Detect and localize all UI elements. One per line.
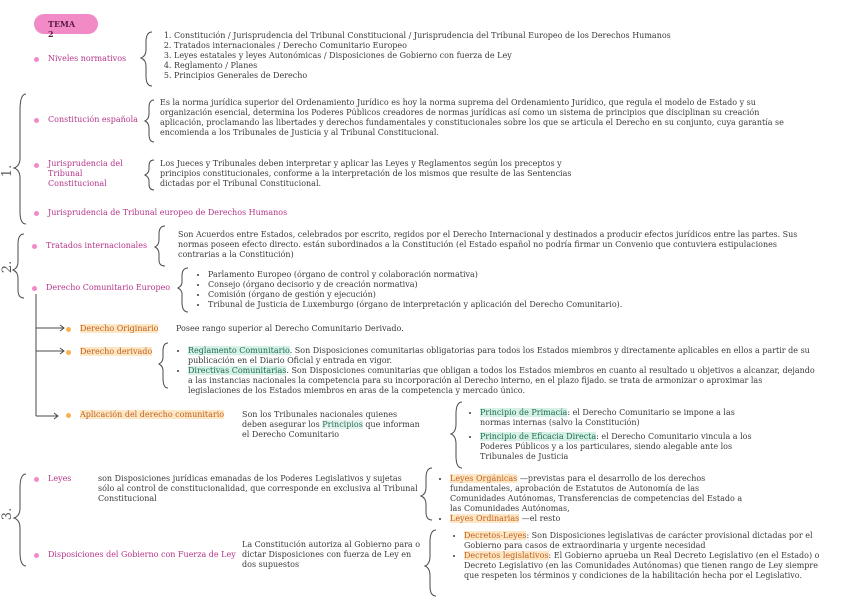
aplicacion-text-b: que informan el Derecho Comunitario [242, 420, 420, 439]
leyes-list [438, 474, 748, 524]
title-num: 2 [48, 29, 54, 39]
jurisprudencia-tc-text: Los Jueces y Tribunales deben interpretar y aplicar las Leyes y Reglamentos según los preceptos y principios constitucionales, conforme a la interpretación de los mismos que resulte de las Sentencias dictadas por el Tribunal Constitucional. [160, 159, 572, 188]
eficacia-text: : el Derecho Comunitario vincula a los Poderes Públicos y a los particulares, siendo alegable ante los Tribunales de Justicia [480, 432, 752, 461]
aplicacion-label-text: Aplicación del derecho comunitario [80, 410, 225, 419]
aplicacion-text-a: Son los Tribunales nacionales quienes deben asegurar los [242, 410, 398, 429]
list-item [480, 432, 758, 462]
section-number-2: 2. [0, 260, 16, 274]
reglamento-text: . Son Disposiciones comunitarias obligatorias para todos los Estados miembros y directamente aplicables en ellos a partir de su publicación en el Diario Oficial y entrada en vigor. [188, 346, 810, 365]
originario-label [80, 324, 158, 334]
derivado-list [176, 346, 816, 396]
ordinarias-term: Leyes Ordinarias [450, 514, 520, 523]
list-item: 5. Principios Generales de Derecho [174, 71, 720, 81]
organicas-term: Leyes Orgánicas [450, 474, 518, 483]
aplicacion-list [468, 408, 758, 462]
list-item: • Parlamento Europeo (órgano de control y colaboración normativa) [208, 270, 796, 280]
list-item [188, 346, 816, 366]
bullet-dot [34, 477, 39, 482]
list-item [188, 366, 816, 396]
disposiciones-list [452, 531, 832, 581]
constitucion-text: Es la norma jurídica superior del Ordenamiento Jurídico es hoy la norma suprema del Ordenamiento Jurídico, que regula el modelo de Estado y su organización esencial, determina los Poderes Públicos creadores de normas jurídicas así como un sistema de principios que disciplinan su creación aplicación, proclamando las libertades y derechos fundamentales y constitucionales sobre los que se articula el Derecho en su conjunto, cuya garantía se encomienda a los Tribunales de Justicia y al Tribunal Constitucional. [160, 98, 784, 137]
bullet-dot [34, 57, 39, 62]
derivado-label [80, 347, 152, 357]
leyes-text: son Disposiciones jurídicas emanadas de los Poderes Legislativos y sujetas sólo al control de constitucionalidad, que corresponde en exclusiva al Tribunal Constitucional [98, 474, 418, 503]
directivas-term: Directivas Comunitarias [188, 366, 287, 375]
jurisprudencia-tc-label: Jurisprudencia del Tribunal Constitucional [48, 159, 123, 188]
decretos-leg-term: Decretos legislativos [464, 551, 549, 560]
decretos-leyes-term: Decretos-Leyes [464, 531, 527, 540]
aplicacion-text [242, 410, 422, 440]
decretos-leyes-text: : Son Disposiciones legislativas de carácter provisional dictadas por el Gobierno para casos de extraordinaria y urgente necesidad [464, 531, 813, 550]
section-number-1: 1. [0, 164, 16, 178]
comunitario-list [196, 270, 796, 310]
list-item [464, 531, 832, 551]
jurisprudencia-te-label: Jurisprudencia de Tribunal europeo de Derechos Humanos [48, 208, 288, 217]
tratados-text: Son Acuerdos entre Estados, celebrados por escrito, regidos por el Derecho Internacional y destinados a producir efectos jurídicos entre las partes. Sus normas poseen efecto directo. están subordinados a la Constitución (el Estado español no podría firmar un Convenio que contuviera estipulaciones contrarias a la Constitución) [178, 230, 798, 259]
primacia-text: : el Derecho Comunitario se impone a las normas internas (salvo la Constitución) [480, 408, 735, 427]
reglamento-term: Reglamento Comunitario [188, 346, 290, 355]
bullet-dot [34, 118, 39, 123]
list-item: 4. Reglamento / Planes [174, 61, 720, 71]
section-number-3: 3. [0, 507, 16, 521]
list-item [464, 551, 832, 581]
list-item: • Consejo (órgano decisorio y de creación normativa) [208, 280, 796, 290]
comunitario-label: Derecho Comunitario Europeo [46, 283, 171, 292]
bullet-dot [34, 211, 39, 216]
derivado-label-text: Derecho derivado [80, 347, 153, 356]
bullet-dot [32, 286, 37, 291]
list-item [480, 408, 758, 428]
list-item: 2. Tratados internacionales / Derecho Comunitario Europeo [174, 41, 720, 51]
bullet-dot [66, 350, 71, 355]
directivas-text: . Son Disposiciones comunitarias que obligan a todos los Estados miembros en cuanto al resultado u objetivos a alcanzar, dejando a las instancias nacionales la competencia para su incorporación al Derecho interno, en el plazo fijado. se trata de armonizar o aproximar las legislaciones de los Estados miembros en aras de la competencia y mercado único. [188, 366, 815, 395]
decretos-leg-text: : El Gobierno aprueba un Real Decreto Legislativo (en el Estado) o Decreto Legislativo (en las Comunidades Autónomas) que tienen rango de Ley siempre que respeten los términos y condiciones de la habilitación hecha por el Legislativo. [464, 551, 820, 580]
leyes-label: Leyes [48, 474, 72, 483]
bullet-dot [34, 163, 39, 168]
disposiciones-text: La Constitución autoriza al Gobierno para o dictar Disposiciones con fuerza de Ley en dos supuestos [242, 540, 421, 569]
originario-label-text: Derecho Originario [80, 324, 159, 333]
list-item: • Comisión (órgano de gestión y ejecución) [208, 290, 796, 300]
list-item [450, 474, 748, 514]
bullet-dot [66, 327, 71, 332]
niveles-label: Niveles normativos [48, 54, 127, 63]
list-item: 3. Leyes estatales y leyes Autonómicas / Disposiciones de Gobierno con fuerza de Ley [174, 51, 720, 61]
tratados-label: Tratados internacionales [46, 241, 148, 250]
aplicacion-text-term: Principios [322, 420, 363, 429]
list-item: 1. Constitución / Jurisprudencia del Tribunal Constitucional / Jurisprudencia del Tribunal Europeo de los Derechos Humanos [174, 31, 720, 41]
list-item: • Tribunal de Justicia de Luxemburgo (órgano de interpretación y aplicación del Derecho Comunitario). [208, 300, 796, 310]
constitucion-label: Constitución española [48, 115, 138, 124]
niveles-list [160, 31, 720, 81]
originario-text: Posee rango superior al Derecho Comunitario Derivado. [176, 324, 404, 333]
title-tema: TEMA [48, 19, 76, 29]
primacia-term: Principio de Primacía [480, 408, 568, 417]
organicas-text: —previstas para el desarrollo de los derechos fundamentales, aprobación de Estatutos de Autonomía de las Comunidades Autónomas, Transferencias de competencias del Estado a las Comunidades Autónomas, [450, 474, 743, 513]
ordinarias-text: —el resto [519, 514, 561, 523]
bullet-dot [32, 244, 37, 249]
bullet-dot [66, 413, 71, 418]
aplicacion-label [80, 410, 224, 420]
eficacia-term: Principio de Eficacia Directa [480, 432, 597, 441]
disposiciones-label: Disposiciones del Gobierno con Fuerza de Ley [48, 550, 236, 559]
bullet-dot [34, 553, 39, 558]
list-item [450, 514, 748, 524]
